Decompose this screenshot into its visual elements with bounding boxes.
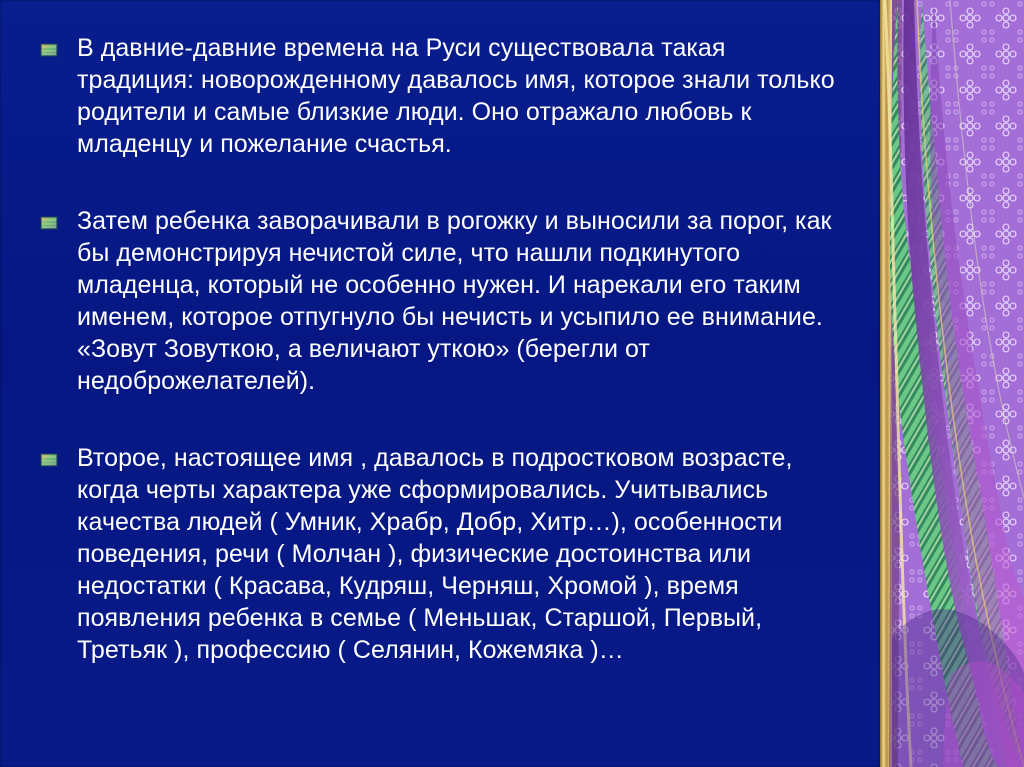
bullet-text: В давние-давние времена на Руси существовала такая традиция: новорожденному давалось имя, которое знали только родители и самые близкие люди. Оно отражало любовь к младенцу и пожелание счастья. bbox=[77, 34, 835, 158]
textured-square-bullet-icon bbox=[40, 43, 58, 57]
bullet-item bbox=[40, 32, 840, 160]
bullet-list bbox=[40, 32, 840, 666]
bullet-item bbox=[40, 205, 840, 397]
bullet-item bbox=[40, 442, 840, 666]
textured-square-bullet-icon bbox=[40, 453, 58, 467]
ornamental-side-panel bbox=[880, 0, 1024, 767]
bullet-text: Второе, настоящее имя , давалось в подростковом возрасте, когда черты характера уже сформировались. Учитывались качества людей ( Умник, Храбр, Добр, Хитр…), особенности поведения, речи ( Молчан ), физические достоинства или недостатки ( Красава, Кудряш, Черняш, Хромой ), время появления ребенка в семье ( Меньшак, Старшой, Первый, Третьяк ), профессию ( Селянин, Кожемяка )… bbox=[77, 444, 793, 664]
bullet-text: Затем ребенка заворачивали в рогожку и выносили за порог, как бы демонстрируя нечистой силе, что нашли подкинутого младенца, который не особенно нужен. И нарекали его таким именем, которое отпугнуло бы нечисть и усыпило ее внимание. «Зовут Зовуткою, а величают уткою» (берегли от недоброжелателей). bbox=[77, 207, 832, 395]
textured-square-bullet-icon bbox=[40, 216, 58, 230]
ornamental-side-panel-art bbox=[880, 0, 1024, 767]
